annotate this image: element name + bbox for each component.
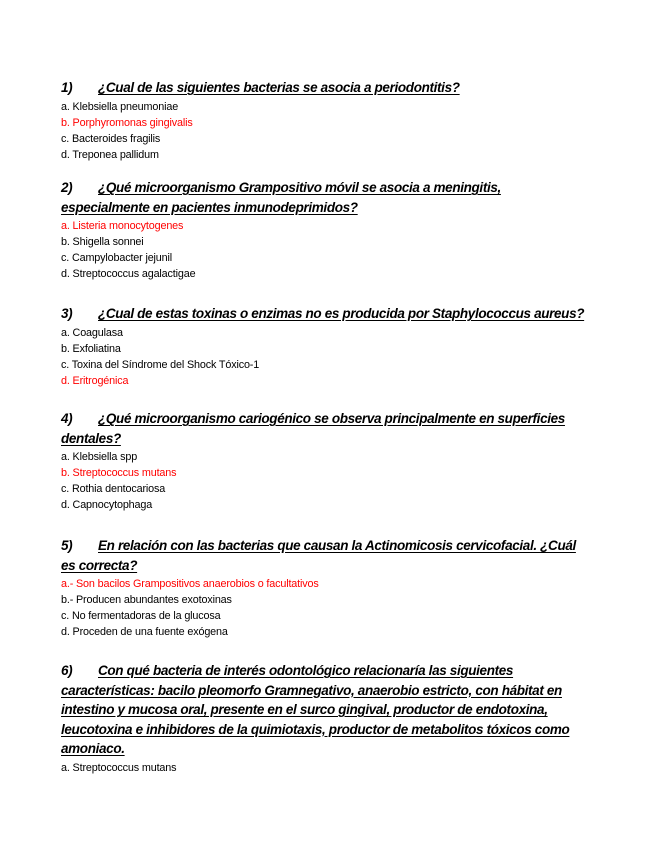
answer-option-correct: b. Porphyromonas gingivalis [61, 116, 193, 129]
question-header [61, 304, 591, 324]
question-number: 4) [61, 411, 73, 426]
answer-options [61, 449, 591, 513]
question-header [61, 661, 591, 759]
answer-option: c. No fermentadoras de la glucosa [61, 610, 221, 622]
answer-option: a. Streptococcus mutans [61, 761, 177, 774]
answer-option: c. Toxina del Síndrome del Shock Tóxico-1 [61, 358, 260, 371]
answer-options [61, 760, 591, 776]
question-1 [61, 78, 591, 163]
answer-option: c. Bacteroides fragilis [61, 132, 161, 145]
answer-options [61, 99, 591, 163]
question-text: En relación con las bacterias que causan la Actinomicosis cervicofacial. ¿Cuál es correcta? [61, 538, 576, 573]
question-header [61, 409, 591, 448]
answer-option: b. Exfoliatina [61, 342, 121, 355]
answer-option-correct: a. Listeria monocytogenes [61, 220, 184, 232]
question-number: 2) [61, 180, 73, 195]
answer-options [61, 576, 591, 640]
question-5 [61, 536, 591, 640]
question-text: ¿Qué microorganismo cariogénico se observa principalmente en superficies dentales? [61, 411, 565, 446]
answer-option: d. Treponea pallidum [61, 148, 159, 161]
answer-option: b.- Producen abundantes exotoxinas [61, 594, 232, 606]
answer-option: a. Klebsiella spp [61, 451, 138, 463]
answer-option-correct: d. Eritrogénica [61, 374, 129, 387]
answer-option-correct: a.- Son bacilos Grampositivos anaerobios o facultativos [61, 578, 319, 590]
question-number: 1) [61, 80, 73, 95]
question-text: Con qué bacteria de interés odontológico relacionaría las siguientes características: bacilo pleomorfo Gramnegativo, anaerobio estricto, con hábitat en intestino y mucosa oral, presente en el surco gingival, productor de endotoxina, leucotoxina e inhibidores de la quimiotaxis, productor de metabolitos tóxicos como amoniaco. [61, 663, 570, 756]
answer-option: b. Shigella sonnei [61, 236, 144, 248]
question-text: ¿Cual de estas toxinas o enzimas no es producida por Staphylococcus aureus? [98, 306, 585, 321]
question-header [61, 178, 591, 217]
question-header [61, 78, 591, 98]
answer-option: d. Streptococcus agalactigae [61, 268, 196, 280]
question-4 [61, 409, 591, 513]
question-number: 3) [61, 306, 73, 321]
answer-options [61, 218, 591, 282]
answer-option: c. Rothia dentocariosa [61, 483, 166, 495]
answer-option: a. Klebsiella pneumoniae [61, 100, 179, 113]
question-number: 5) [61, 538, 73, 553]
question-number: 6) [61, 663, 73, 678]
answer-option: d. Capnocytophaga [61, 499, 153, 511]
question-6 [61, 661, 591, 776]
question-header [61, 536, 591, 575]
answer-option: a. Coagulasa [61, 326, 123, 339]
question-text: ¿Cual de las siguientes bacterias se asocia a periodontitis? [98, 80, 460, 95]
question-text: ¿Qué microorganismo Grampositivo móvil se asocia a meningitis, especialmente en pacientes inmunodeprimidos? [61, 180, 501, 215]
answer-option-correct: b. Streptococcus mutans [61, 467, 177, 479]
question-2 [61, 178, 591, 282]
question-3 [61, 304, 591, 389]
answer-option: c. Campylobacter jejunil [61, 252, 173, 264]
answer-option: d. Proceden de una fuente exógena [61, 626, 228, 638]
answer-options [61, 325, 591, 389]
